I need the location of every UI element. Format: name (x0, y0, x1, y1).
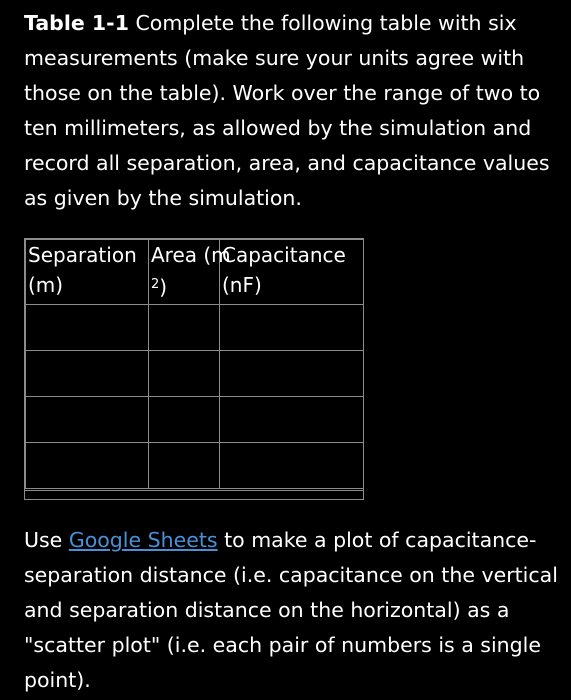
table-cell[interactable] (220, 397, 364, 443)
measurement-table (24, 238, 364, 500)
table-cell[interactable] (26, 351, 149, 397)
table-row (26, 305, 364, 351)
table-cell[interactable] (149, 305, 220, 351)
header-capacitance-line2: (nF) (222, 273, 262, 297)
instructions-paragraph (24, 6, 564, 216)
table-cell[interactable] (26, 397, 149, 443)
table-cell[interactable] (220, 443, 364, 489)
table-cell[interactable] (26, 443, 149, 489)
header-separation (26, 240, 149, 305)
table-label: Table 1-1 (24, 11, 129, 35)
table-cell[interactable] (220, 351, 364, 397)
header-separation-line1: Separation (28, 243, 137, 267)
table-cell[interactable] (220, 305, 364, 351)
header-area-superscript: 2 (151, 277, 160, 292)
header-area-line2 (149, 270, 219, 302)
table-row (26, 351, 364, 397)
header-area-paren: ) (159, 275, 168, 299)
instructions-text: Complete the following table with six measurements (make sure your units agree with those on the table). Work over the range of two to ten millimeters, as allowed by the simulation and record all separation, area, and capacitance values as given by the simulation. (24, 11, 550, 210)
table-cell[interactable] (149, 397, 220, 443)
header-area (149, 240, 231, 305)
table-row (26, 443, 364, 489)
plot-instructions-paragraph (24, 523, 564, 698)
header-capacitance (220, 240, 364, 305)
table-header-row (26, 240, 364, 305)
header-capacitance-line1: Capacitance (222, 243, 346, 267)
table-cell[interactable] (149, 443, 220, 489)
google-sheets-link[interactable]: Google Sheets (68, 528, 218, 552)
table-row (26, 397, 364, 443)
table-bottom-border (24, 490, 364, 500)
table-cell[interactable] (26, 305, 149, 351)
plot-instructions-prefix: Use (24, 528, 69, 552)
header-separation-line2: (m) (28, 273, 64, 297)
table-cell[interactable] (149, 351, 220, 397)
header-area-line1: Area (m (151, 243, 231, 267)
plot-instructions-text: to make a plot of capacitance-separation distance (i.e. capacitance on the vertical and separation distance on the horizontal) as a "scatter plot" (i.e. each pair of numbers is a single point). (24, 528, 558, 692)
